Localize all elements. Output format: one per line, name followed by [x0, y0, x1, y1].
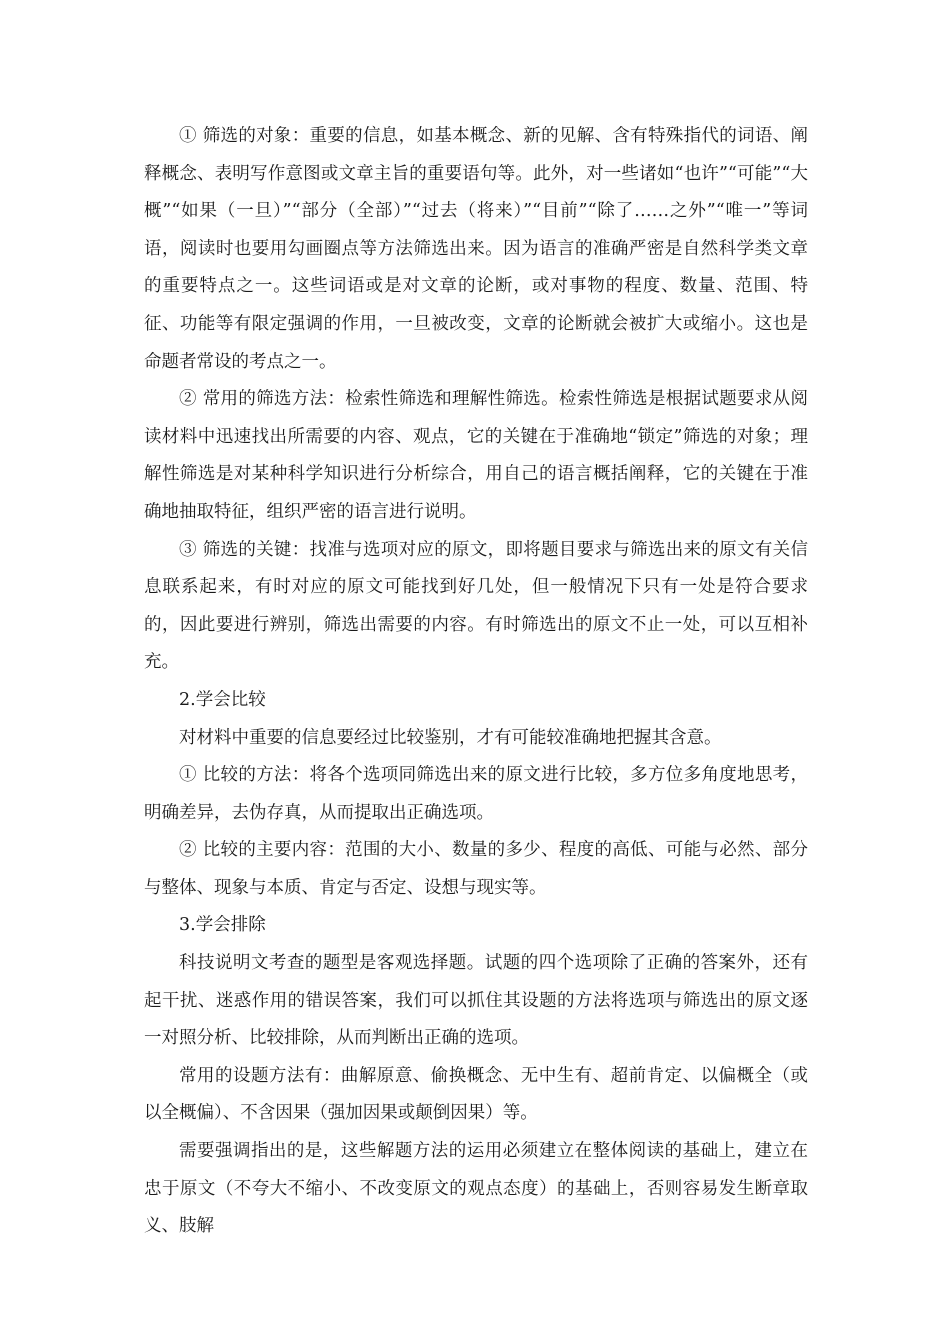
section-heading-eliminate: 3.学会排除 [179, 915, 266, 936]
document-body [144, 118, 808, 1246]
paragraph-screening-objects: ① 筛选的对象：重要的信息，如基本概念、新的见解、含有特殊指代的词语、阐释概念、表明写作意图或文章主旨的重要语句等。此外，对一些诸如“也许”“可能”“大概”“如果（一旦）”“部分（全部）”“过去（将来）”“目前”“除了……之外”“唯一”等词语，阅读时也要用勾画圈点等方法筛选出来。因为语言的准确严密是自然科学类文章的重要特点之一。这些词语或是对文章的论断，或对事物的程度、数量、范围、特征、功能等有限定强调的作用，一旦被改变，文章的论断就会被扩大或缩小。这也是命题者常设的考点之一。 [144, 126, 808, 372]
paragraph-eliminate-intro: 科技说明文考查的题型是客观选择题。试题的四个选项除了正确的答案外，还有起干扰、迷惑作用的错误答案，我们可以抓住其设题的方法将选项与筛选出的原文逐一对照分析、比较排除，从而判断出正确的选项。 [144, 953, 808, 1049]
paragraph-screening-key: ③ 筛选的关键：找准与选项对应的原文，即将题目要求与筛选出来的原文有关信息联系起来，有时对应的原文可能找到好几处，但一般情况下只有一处是符合要求的，因此要进行辨别，筛选出需要的内容。有时筛选出的原文不止一处，可以互相补充。 [144, 539, 808, 673]
paragraph-compare-content: ② 比较的主要内容：范围的大小、数量的多少、程度的高低、可能与必然、部分与整体、现象与本质、肯定与否定、设想与现实等。 [144, 840, 808, 898]
paragraph-question-setting-methods: 常用的设题方法有：曲解原意、偷换概念、无中生有、超前肯定、以偏概全（或以全概偏）、不含因果（强加因果或颠倒因果）等。 [144, 1065, 808, 1124]
paragraph-emphasis: 需要强调指出的是，这些解题方法的运用必须建立在整体阅读的基础上，建立在忠于原文（不夸大不缩小、不改变原文的观点态度）的基础上，否则容易发生断章取义、肢解 [144, 1141, 808, 1237]
paragraph-compare-method: ① 比较的方法：将各个选项同筛选出来的原文进行比较，多方位多角度地思考，明确差异，去伪存真，从而提取出正确选项。 [144, 765, 808, 823]
paragraph-compare-intro: 对材料中重要的信息要经过比较鉴别，才有可能较准确地把握其含意。 [179, 727, 722, 748]
section-heading-compare: 2.学会比较 [179, 689, 266, 710]
paragraph-screening-methods: ② 常用的筛选方法：检索性筛选和理解性筛选。检索性筛选是根据试题要求从阅读材料中迅速找出所需要的内容、观点，它的关键在于准确地“锁定”筛选的对象；理解性筛选是对某种科学知识进行分析综合，用自己的语言概括阐释，它的关键在于准确地抽取特征，组织严密的语言进行说明。 [144, 389, 808, 522]
